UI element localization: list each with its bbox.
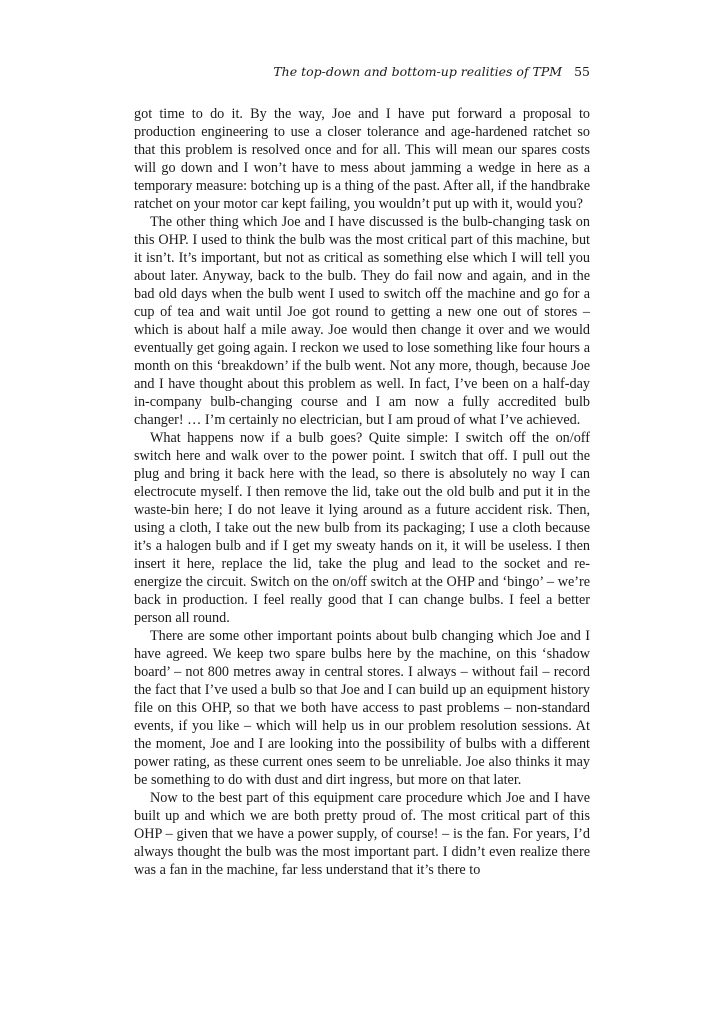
paragraph-continued: got time to do it. By the way, Joe and I have put forward a proposal to production engineering to use a closer tolerance and age-hardened ratchet so that this problem is resolved once and for all. This will mean our spares costs will go down and I won’t have to mess about jamming a wedge in here as a temporary measure: botching up is a thing of the past. After all, if the handbrake ratchet on your motor car kept failing, you wouldn’t put up with it, would you? — [134, 106, 590, 212]
paragraph-spare-bulbs: There are some other important points about bulb changing which Joe and I have agreed. We keep two spare bulbs here by the machine, on this ‘shadow board’ – not 800 metres away in central stores. I always – without fail – record the fact that I’ve used a bulb so that Joe and I can build up an equipment history file on this OHP, so that we both have access to past problems – non-standard events, if you like – which will help us in our problem resolution sessions. At the moment, Joe and I are looking into the possibility of bulbs with a different power rating, as these current ones seem to be unreliable. Joe also thinks it may be something to do with dust and dirt ingress, but more on that later. — [134, 628, 590, 788]
paragraph-bulb-changing-task: The other thing which Joe and I have discussed is the bulb-changing task on this OHP. I used to think the bulb was the most critical part of this machine, but it isn’t. It’s important, but not as critical as something else which I will tell you about later. Anyway, back to the bulb. They do fail now and again, and in the bad old days when the bulb went I used to switch off the machine and go for a cup of tea and wait until Joe got round to getting a new one out of stores – which is about half a mile away. Joe would then change it over and we would eventually get going again. I reckon we used to lose something like four hours a month on this ‘breakdown’ if the bulb went. Not any more, though, because Joe and I have thought about this problem as well. In fact, I’ve been on a half-day in-company bulb-changing course and I am now a fully accredited bulb changer! … I’m certainly no electrician, but I am proud of what I’ve achieved. — [134, 214, 590, 428]
running-header — [134, 64, 590, 79]
paragraph-bulb-replacement-procedure: What happens now if a bulb goes? Quite simple: I switch off the on/off switch here and walk over to the power point. I switch that off. I pull out the plug and bring it back here with the lead, so there is absolutely no way I can electrocute myself. I then remove the lid, take out the old bulb and put it in the waste-bin here; I do not leave it lying around as a future accident risk. Then, using a cloth, I take out the new bulb from its packaging; I use a cloth because it’s a halogen bulb and if I get my sweaty hands on it, it will be useless. I then insert it here, replace the lid, take the plug and lead to the socket and re-energize the circuit. Switch on the on/off switch at the OHP and ‘bingo’ – we’re back in production. I feel really good that I can change bulbs. I feel a better person all round. — [134, 430, 590, 626]
page-number: 55 — [574, 64, 590, 79]
running-title: The top-down and bottom-up realities of TPM — [273, 64, 563, 79]
paragraph-fan: Now to the best part of this equipment care procedure which Joe and I have built up and which we are both pretty proud of. The most critical part of this OHP – given that we have a power supply, of course! – is the fan. For years, I’d always thought the bulb was the most important part. I didn’t even realize there was a fan in the machine, far less understand that it’s there to — [134, 790, 590, 878]
body-text — [134, 105, 590, 879]
